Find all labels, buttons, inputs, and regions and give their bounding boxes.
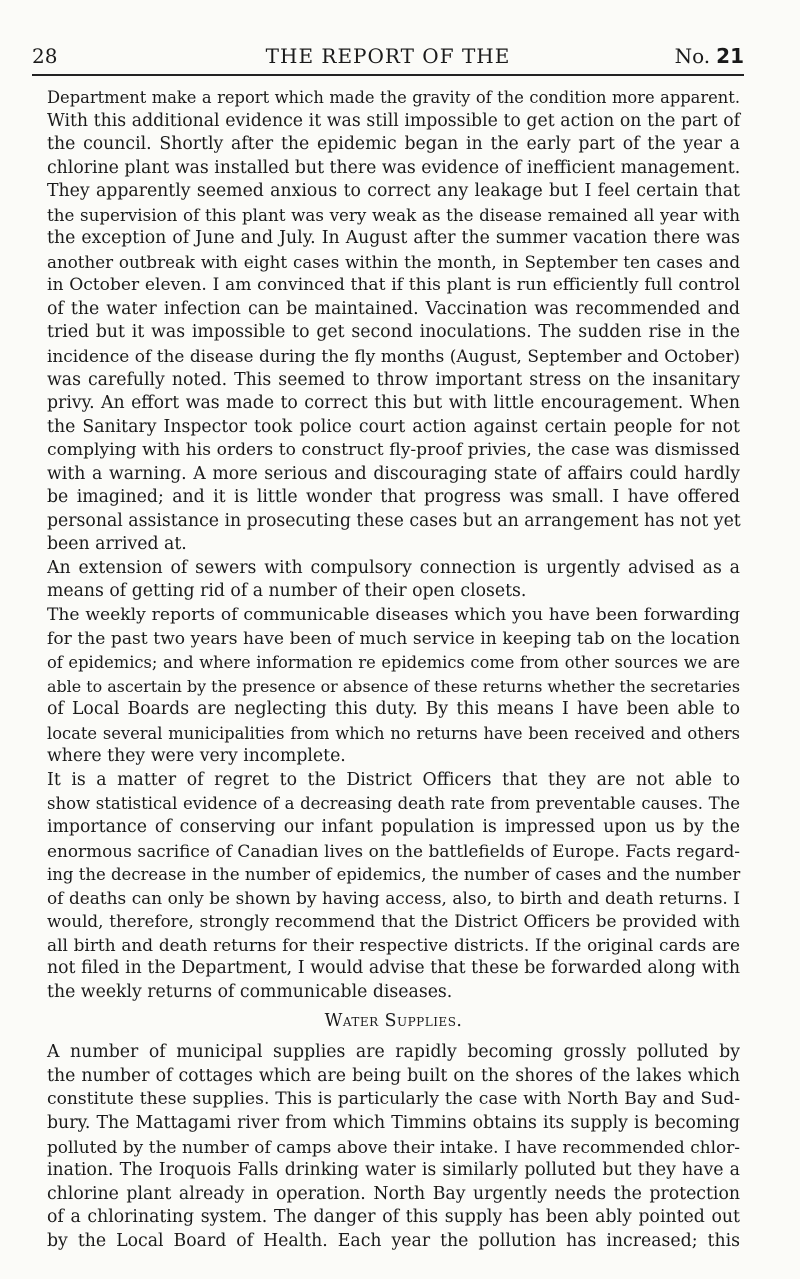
text-line: the supervision of this plant was very weak as the disease remained all year with: [47, 204, 740, 225]
text-line: the exception of June and July. In August after the summer vacation there was: [47, 228, 740, 249]
text-line: tried but it was impossible to get second inoculations. The sudden rise in the: [47, 322, 740, 343]
text-line: enormous sacrifice of Canadian lives on the battlefields of Europe. Facts regard-: [47, 840, 740, 861]
text-line: of deaths can only be shown by having access, also, to birth and death returns. I: [47, 887, 740, 908]
text-line: of a chlorinating system. The danger of this supply has been ably pointed out: [47, 1207, 740, 1228]
text-line: polluted by the number of camps above their intake. I have recommended chlor-: [47, 1136, 740, 1157]
report-body: [47, 86, 740, 1253]
text-line: the council. Shortly after the epidemic began in the early part of the year a: [47, 134, 740, 155]
text-line: in October eleven. I am convinced that if this plant is run efficiently full control: [47, 275, 740, 296]
issue-value: 21: [716, 44, 744, 68]
main-text: [47, 86, 740, 1004]
text-line: of the water infection can be maintained. Vaccination was recommended and: [47, 298, 740, 319]
text-line: privy. An effort was made to correct this but with little encouragement. When: [47, 393, 740, 414]
text-line: ing the decrease in the number of epidemics, the number of cases and the number: [47, 865, 741, 885]
text-line: all birth and death returns for their respective districts. If the original cards are: [47, 934, 740, 955]
text-line: chlorine plant was installed but there was evidence of inefficient management.: [47, 157, 741, 178]
text-line: be imagined; and it is little wonder that progress was small. I have offered: [47, 487, 740, 508]
text-line: the number of cottages which are being built on the shores of the lakes which: [47, 1065, 740, 1086]
text-line: locate several municipalities from which no returns have been received and others: [47, 723, 740, 743]
text-line: personal assistance in prosecuting these cases but an arrangement has not yet: [47, 510, 741, 531]
section-heading: Water Supplies.: [324, 1011, 463, 1032]
issue-label: No.: [674, 44, 711, 68]
text-line: A number of municipal supplies are rapidly becoming grossly polluted by: [47, 1042, 740, 1063]
section-text: [47, 1041, 740, 1253]
text-line: It is a matter of regret to the District Officers that they are not able to: [47, 769, 740, 790]
text-line: for the past two years have been of much service in keeping tab on the location: [47, 628, 740, 649]
text-line: the Sanitary Inspector took police court action against certain people for not: [47, 416, 740, 437]
text-line: not filed in the Department, I would advise that these be forwarded along with: [47, 958, 740, 979]
text-line: with a warning. A more serious and discouraging state of affairs could hardly: [47, 463, 740, 484]
text-line: means of getting rid of a number of their open closets.: [47, 581, 527, 602]
issue-number: [675, 44, 744, 68]
text-line: incidence of the disease during the fly months (August, September and October): [47, 346, 740, 367]
text-line: They apparently seemed anxious to correct any leakage but I feel certain that: [47, 181, 740, 202]
text-line: by the Local Board of Health. Each year the pollution has increased; this: [47, 1230, 740, 1251]
text-line: was carefully noted. This seemed to throw important stress on the insanitary: [47, 369, 740, 390]
text-line: complying with his orders to construct fly-proof privies, the case was dismissed: [47, 440, 740, 461]
text-line: ination. The Iroquois Falls drinking water is similarly polluted but they have a: [47, 1160, 740, 1181]
text-line: With this additional evidence it was still impossible to get action on the part of: [47, 110, 740, 131]
text-line: where they were very incomplete.: [47, 746, 346, 767]
text-line: been arrived at.: [47, 534, 187, 555]
text-line: another outbreak with eight cases within the month, in September ten cases and: [47, 251, 740, 272]
running-header: [32, 44, 744, 74]
text-line: An extension of sewers with compulsory connection is urgently advised as a: [47, 557, 740, 578]
header-rule: [32, 74, 744, 76]
text-line: chlorine plant already in operation. North Bay urgently needs the protection: [47, 1183, 740, 1204]
text-line: show statistical evidence of a decreasing death rate from preventable causes. The: [47, 794, 740, 814]
text-line: Department make a report which made the gravity of the condition more apparent.: [47, 88, 740, 107]
running-title: THE REPORT OF THE: [265, 44, 511, 68]
text-line: bury. The Mattagami river from which Timmins obtains its supply is becoming: [47, 1112, 740, 1133]
text-line: of Local Boards are neglecting this duty. By this means I have been able to: [47, 699, 740, 720]
text-line: of epidemics; and where information re epidemics come from other sources we are: [47, 653, 740, 673]
text-line: importance of conserving our infant population is impressed upon us by the: [47, 816, 740, 837]
page-number: 28: [32, 44, 58, 68]
text-line: constitute these supplies. This is particularly the case with North Bay and Sud-: [47, 1089, 740, 1110]
text-line: the weekly returns of communicable diseases.: [47, 981, 453, 1002]
text-line: able to ascertain by the presence or absence of these returns whether the secretaries: [47, 676, 740, 696]
text-line: would, therefore, strongly recommend that the District Officers be provided with: [47, 911, 740, 932]
text-line: The weekly reports of communicable diseases which you have been forwarding: [47, 605, 740, 626]
